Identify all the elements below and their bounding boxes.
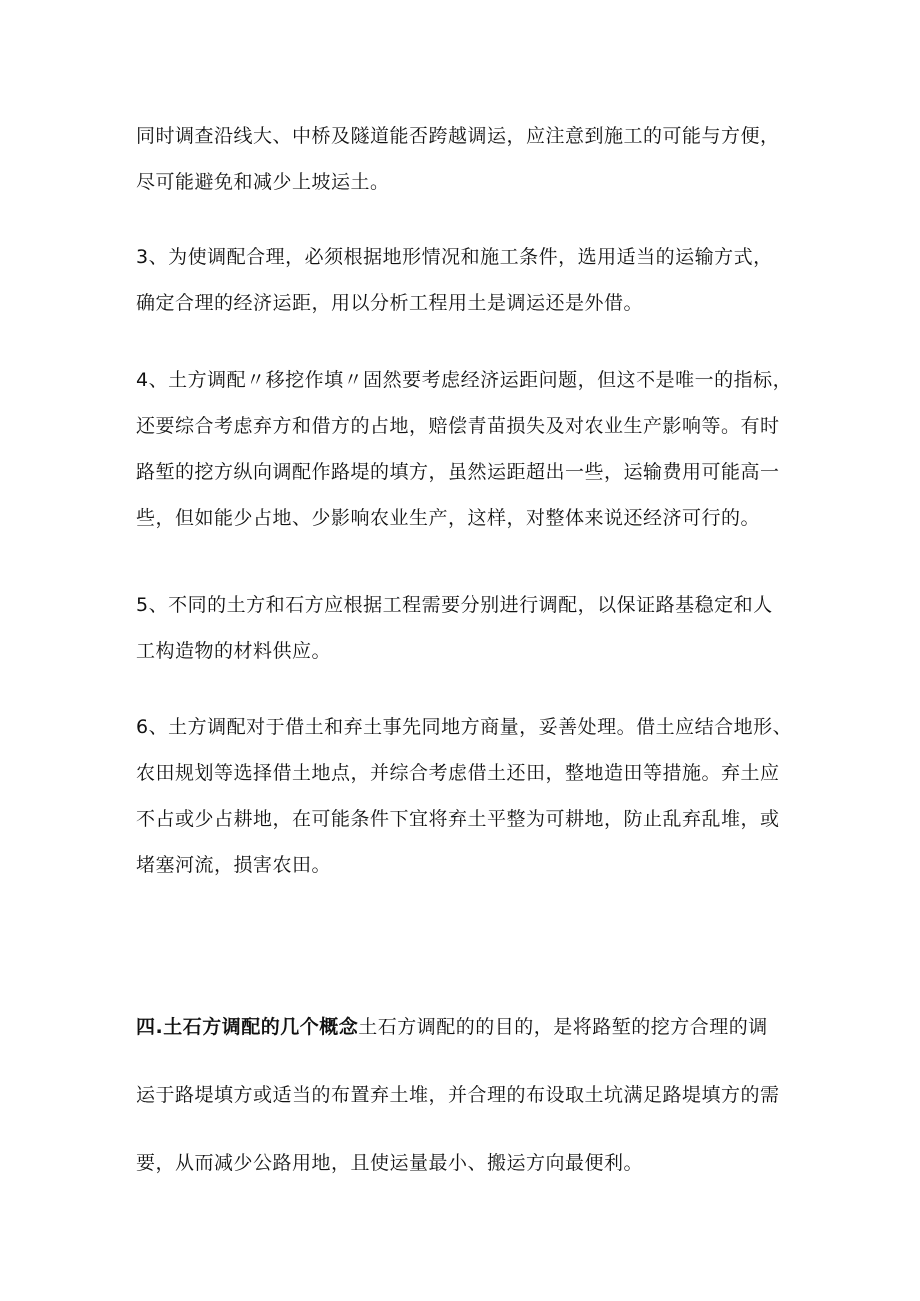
paragraph-continuation	[136, 113, 816, 205]
text-line: 农田规划等选择借土地点，并综合考虑借土还田，整地造田等措施。弃土应	[136, 762, 780, 784]
text-line: 5、不同的土方和石方应根据工程需要分别进行调配，以保证路基稳定和人	[136, 594, 773, 616]
section-4-first-line	[136, 993, 816, 1061]
text-line: 4、土方调配〃移挖作填〃固然要考虑经济运距问题，但这不是唯一的指标，	[136, 369, 793, 391]
text-line: 运于路堤填方或适当的布置弃土堆，并合理的布设取土坑满足路堤填方的需	[136, 1084, 780, 1106]
text-line: 3、为使调配合理，必须根据地形情况和施工条件，选用适当的运输方式，	[136, 246, 773, 268]
text-line: 些，但如能少占地、少影响农业生产，这样，对整体来说还经济可行的。	[136, 507, 761, 529]
paragraph-item-3	[136, 234, 816, 326]
text-line: 不占或少占耕地，在可能条件下宜将弃土平整为可耕地，防止乱弃乱堆，或	[136, 808, 780, 830]
paragraph-item-5	[136, 582, 816, 674]
text-line: 工构造物的材料供应。	[136, 640, 332, 662]
text-line: 还要综合考虑弃方和借方的占地，赔偿青苗损失及对农业生产影响等。有时	[136, 415, 780, 437]
text-line: 要，从而减少公路用地，且使运量最小、搬运方向最便利。	[136, 1152, 644, 1174]
text-line: 堵塞河流，损害农田。	[136, 854, 332, 876]
paragraph-item-6	[136, 704, 816, 888]
text-line: 同时调查沿线大、中桥及隧道能否跨越调运，应注意到施工的可能与方便，	[136, 125, 780, 147]
text-line: 路堑的挖方纵向调配作路堤的填方，虽然运距超出一些，运输费用可能高一	[136, 461, 780, 483]
text-line: 6、土方调配对于借土和弃土事先同地方商量，妥善处理。借土应结合地形、	[136, 716, 793, 738]
section-heading: 四.土石方调配的几个概念	[136, 1016, 359, 1038]
section-4-paragraph	[136, 993, 816, 1197]
text-run: 土石方调配的的目的，是将路堑的挖方合理的调	[358, 1016, 768, 1038]
paragraph-item-4	[136, 357, 816, 541]
text-line: 尽可能避免和减少上坡运土。	[136, 171, 390, 193]
text-line: 确定合理的经济运距，用以分析工程用土是调运还是外借。	[136, 292, 644, 314]
